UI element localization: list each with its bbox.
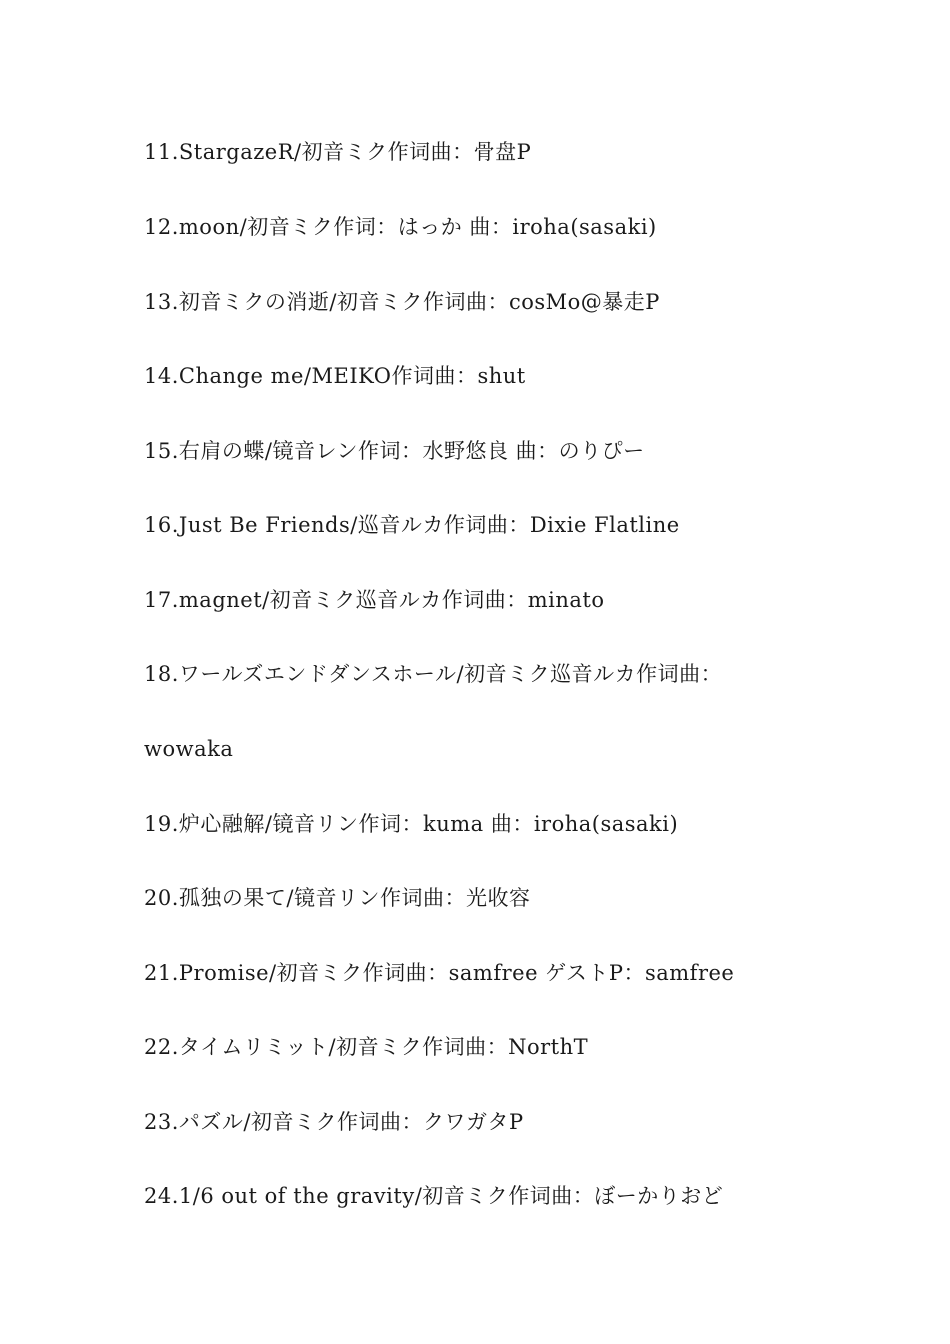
- song-line-14: 14.Change me/MEIKO作词曲：shut: [144, 364, 526, 388]
- song-line-18-continued: wowaka: [144, 737, 234, 761]
- song-line-16: 16.Just Be Friends/巡音ルカ作词曲：Dixie Flatline: [144, 513, 680, 537]
- song-line-17: 17.magnet/初音ミク巡音ルカ作词曲：minato: [144, 588, 605, 612]
- song-line-21: 21.Promise/初音ミク作词曲：samfree ゲストP：samfree: [144, 961, 735, 985]
- song-line-15: 15.右肩の蝶/镜音レン作词：水野悠良 曲：のりぴー: [144, 439, 645, 463]
- song-line-20: 20.孤独の果て/镜音リン作词曲：光收容: [144, 886, 531, 910]
- song-line-23: 23.パズル/初音ミク作词曲：クワガタP: [144, 1110, 524, 1134]
- song-line-12: 12.moon/初音ミク作词：はっか 曲：iroha(sasaki): [144, 215, 657, 239]
- song-line-11: 11.StargazeR/初音ミク作词曲：骨盘P: [144, 140, 532, 164]
- song-line-19: 19.炉心融解/镜音リン作词：kuma 曲：iroha(sasaki): [144, 812, 679, 836]
- song-line-13: 13.初音ミクの消逝/初音ミク作词曲：cosMo@暴走P: [144, 290, 660, 314]
- song-line-18: 18.ワールズエンドダンスホール/初音ミク巡音ルカ作词曲：: [144, 662, 723, 686]
- song-line-22: 22.タイムリミット/初音ミク作词曲：NorthT: [144, 1035, 589, 1059]
- song-line-24: 24.1/6 out of the gravity/初音ミク作词曲：ぼーかりおど: [144, 1184, 724, 1208]
